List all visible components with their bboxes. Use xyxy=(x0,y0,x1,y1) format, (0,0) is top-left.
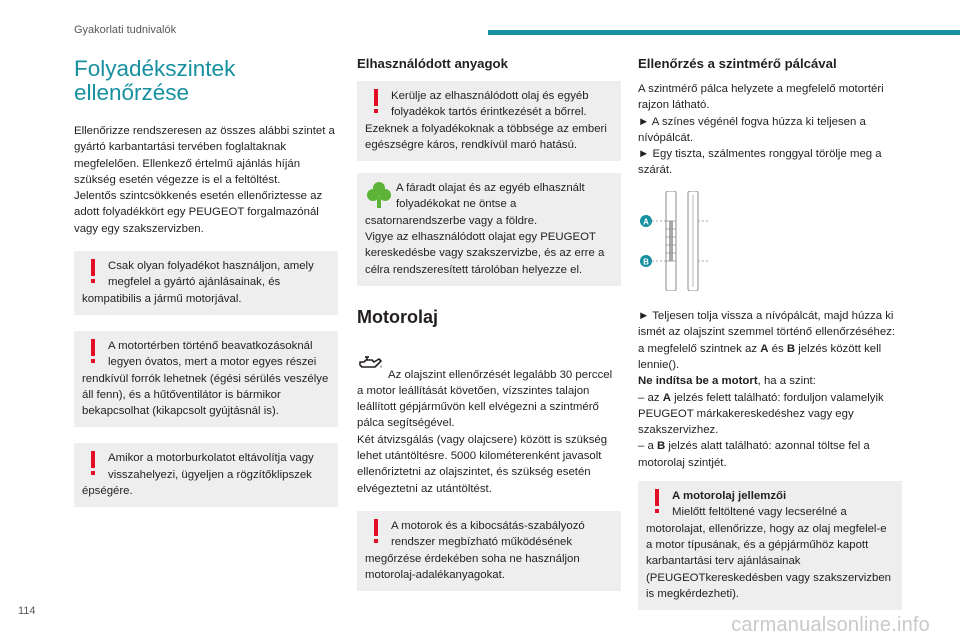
warning-box-cover xyxy=(74,443,338,507)
watermark: carmanualsonline.info xyxy=(731,614,930,636)
tree-icon xyxy=(367,182,391,210)
exclamation-icon xyxy=(369,519,383,547)
engine-oil-paragraph xyxy=(357,334,621,497)
header-rule xyxy=(488,30,960,35)
running-header: Gyakorlati tudnivalók xyxy=(74,24,177,36)
page-title: Folyadékszintek ellenőrzése xyxy=(74,56,236,105)
dipstick-illustration xyxy=(638,191,718,291)
warning-box-additive xyxy=(357,511,621,591)
oil-can-icon xyxy=(357,353,383,375)
dipstick-intro: A szintmérő pálca helyzete a megfelelő motortéri rajzon látható. ► A színes végénél fogva húzza ki teljesen a nívópálcát. ► Egy tiszta, szálmentes ronggyal törölje meg a szárát. xyxy=(638,83,884,177)
warning-text: Csak olyan folyadékot használjon, amely megfelel a gyártó ajánlásainak, és kompatibilis a jármű motorjával. xyxy=(82,260,314,305)
exclamation-icon xyxy=(369,89,383,117)
column-3 xyxy=(638,55,902,610)
environment-text: A fáradt olajat és az egyéb elhasznált folyadékokat ne öntse a csatornarendszerbe vagy a földre. Vigye az elhasználódott olajat egy PEUGEOT kereskedésbe vagy szakszervizbe, és az erre a célra rendszeresített tárolóban helyezze el. xyxy=(365,182,605,276)
warning-box-used-oil xyxy=(357,81,621,161)
column-2 xyxy=(357,55,621,591)
oil-characteristics-title: A motorolaj jellemzői xyxy=(672,490,787,503)
warning-text: Kerülje az elhasználódott olaj és egyéb folyadékok tartós érintkezését a bőrrel. Ezeknek a folyadékoknak a többsége az emberi egészségre káros, rendkívül maró hatású. xyxy=(365,90,607,151)
dont-start-text: Ne indítsa be a motort, ha a szint: xyxy=(638,375,816,388)
page-number: 114 xyxy=(18,605,36,617)
warning-text: A motortérben történő beavatkozásoknál legyen óvatos, mert a motor egyes részei rendkívül forrók lehetnek (égési sérülés veszélye áll fenn), és a hűtőventilátor is bármikor bekapcsolhat (kikapcsolt gyújtásnál is). xyxy=(82,339,329,418)
exclamation-icon xyxy=(86,259,100,287)
environment-box xyxy=(357,173,621,286)
warning-box-engine xyxy=(74,331,338,427)
label-a: A xyxy=(643,217,649,227)
label-b: B xyxy=(643,257,649,267)
intro-paragraph: Ellenőrizze rendszeresen az összes alábbi szintet a gyártó karbantartási tervében foglaltaknak megfelelően. Ellenkező értelmű ajánlás híján szükség esetén végezze is el a feltöltést. Jelentős szintcsökkenés esetén ellenőriztesse az adott folyadékkört egy PEUGEOT forgalmazónál vagy egy szakszervizben. xyxy=(74,125,335,235)
exclamation-icon xyxy=(86,451,100,479)
oil-characteristics-text: Mielőtt feltöltené vagy lecserélné a motorolajat, ellenőrizze, hogy az olaj megfelel-e a motor típusának, és a gépjárműhöz kapott karbantartási terv ajánlásainak (PEUGEOTkereskedésben vagy szakszervizben is megkérdezheti). xyxy=(646,506,891,600)
exclamation-icon xyxy=(650,489,664,517)
oil-characteristics-box xyxy=(638,481,902,610)
warning-box-fluid xyxy=(74,251,338,315)
dipstick-step-text: ► Teljesen tolja vissza a nívópálcát, majd húzza ki ismét az olajszint szemmel történő ellenőrzéséhez: a megfelelő szintnek az A és B jelzés között kell lennie(). xyxy=(638,310,896,371)
engine-oil-heading: Motorolaj xyxy=(357,306,438,327)
dash-item-below: – a B jelzés alatt található: azonnal töltse fel a motorolaj szintjét. xyxy=(638,440,870,469)
dash-item-above: – az A jelzés felett található: forduljon valamelyik PEUGEOT márkakereskedéshez vagy egy szakszervizhez. xyxy=(638,391,884,437)
column-1 xyxy=(74,55,338,507)
used-materials-heading: Elhasználódott anyagok xyxy=(357,56,508,71)
dipstick-heading: Ellenőrzés a szintmérő pálcával xyxy=(638,56,837,71)
engine-oil-text: Az olajszint ellenőrzését legalább 30 perccel a motor leállítását követően, vízszintes talajon leállított gépjárművön kell elvégezni a szintmérő pálca segítségével. Két átvizsgálás (vagy olajcsere) között is szükség lehet utántöltésre. 5000 kilométerenként javasolt ellenőriztetni az olajszintet, és szükség esetén elvégeztetni az utántöltést. xyxy=(357,368,613,495)
warning-text: Amikor a motorburkolatot eltávolítja vagy visszahelyezi, ügyeljen a rögzítőklipszek épségére. xyxy=(82,452,314,498)
warning-text: A motorok és a kibocsátás-szabályozó rendszer megbízható működésének megőrzése érdekében soha ne használjon motorolaj-adalékanyagokat. xyxy=(365,519,585,581)
exclamation-icon xyxy=(86,339,100,367)
